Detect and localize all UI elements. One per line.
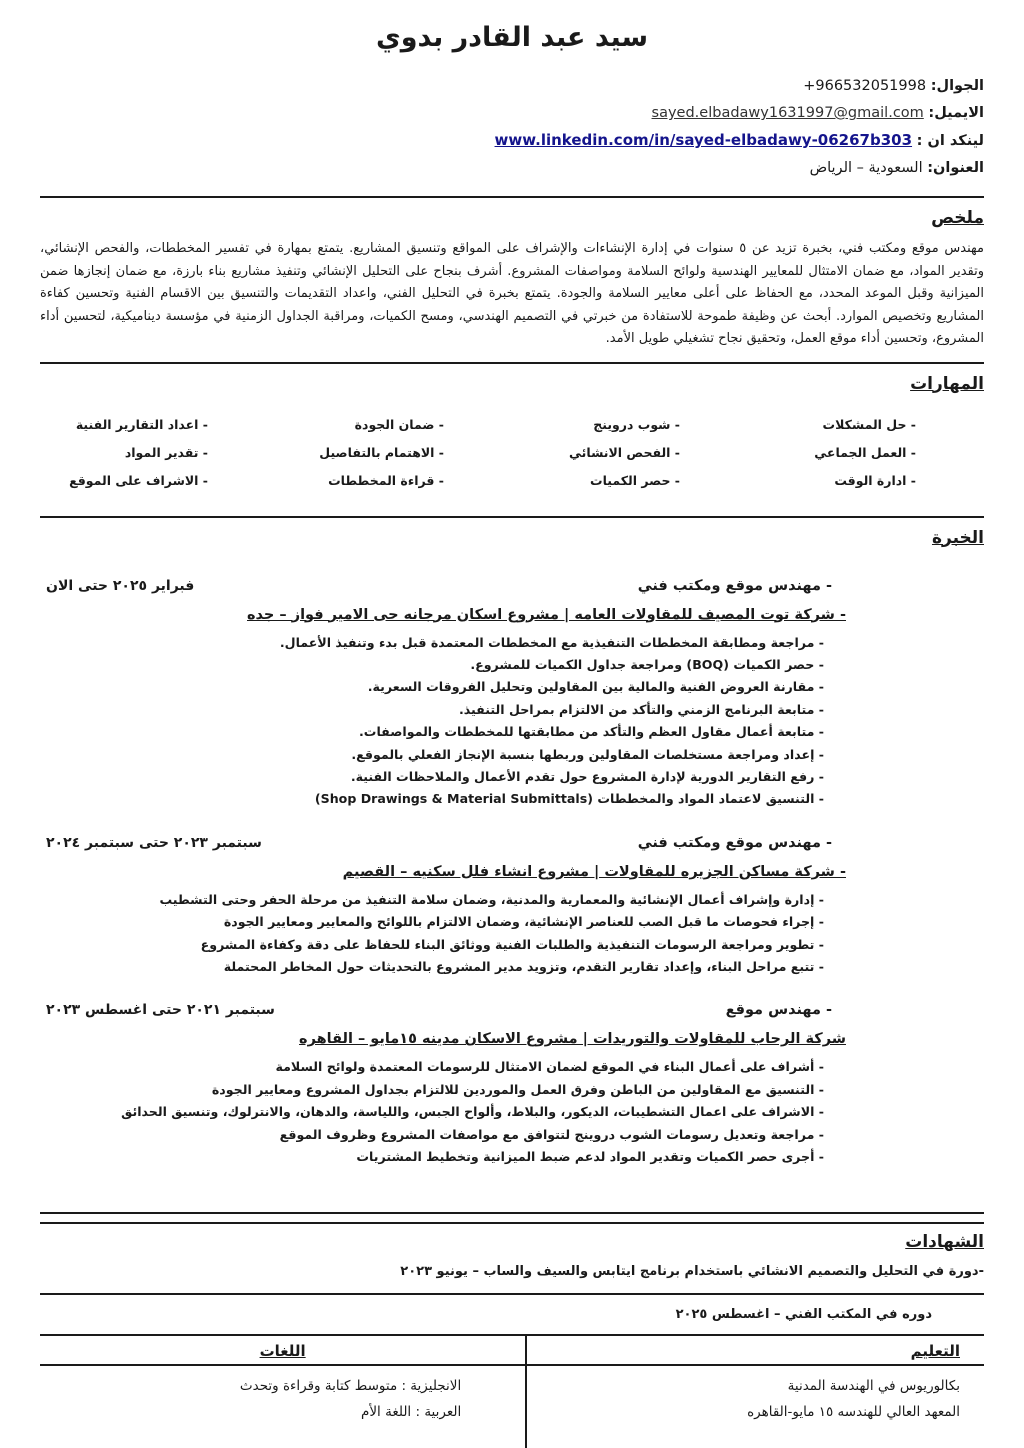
skills-grid [40,414,984,492]
email-link[interactable]: sayed.elbadawy1631997@gmail.com [651,105,924,121]
skill-item: - شوب دروينج [593,416,680,432]
job-bullets [40,1056,984,1168]
job-bullet: - تطوير ومراجعة الرسومات التنفيذية والطلبات الفنية ووثائق البناء للحفاظ على دقة وكفاءة المشروع [200,936,824,952]
job-date: سبتمبر ٢٠٢٣ حتى سبتمبر ٢٠٢٤ [46,834,262,851]
phone-line [40,73,984,100]
job-bullet: - مقارنة العروض الفنية والمالية بين المقاولين وتحليل الفروقات السعرية. [367,679,824,695]
job-company: - شركة مساكن الجزيره للمقاولات | مشروع انشاء فلل سكنيه – القصيم [342,863,846,880]
job-bullet: - متابعة البرنامج الزمني والتأكد من الالتزام بمراحل التنفيذ. [458,701,824,717]
linkedin-line [40,127,984,155]
summary-text: مهندس موقع ومكتب فني، بخبرة تزيد عن ٥ سنوات في إدارة الإنشاءات والإشراف على المواقع وتنسيق المشاريع. يتمتع بمهارة في تفسير المخططات، والفحص الإنشائي، وتقدير المواد، مع ضمان الامتثال للمعايير الهندسية ولوائح السلامة ومواصفات المشروع. أشرف بنجاح على التحليل الإنشائي وتنفيذ مشاريع بناء بارزة، مع ضمان إنجازها ضمن الميزانية وقبل الموعد المحدد، مع الحفاظ على أعلى معايير السلامة والجودة. يتمتع بخبرة في التحليل الفني، واعداد التقديمات والتنسيق بين الاقسام الفنية وتحسين كفاءة المشاريع وتخصيص الموارد. أبحث عن وظيفة طموحة للاستفادة من خبرتي في التصميم الهندسي، ومسح الكميات، ومراقبة الجداول الزمنية في مؤسسة ديناميكية، لتحسين أداء المشروع، وتحسين أداء موقع العمل، وتحقيق نجاح تشغيلي طويل الأمد. [40,241,984,346]
language-item: الانجليزية : متوسط كتابة وقراءة وتحدث [239,1378,462,1394]
job-bullet: - حصر الكميات (BOQ) ومراجعة جداول الكميات للمشروع. [470,656,824,672]
job-bullet: - رفع التقارير الدورية لإدارة المشروع حول تقدم الأعمال والملاحظات الفنية. [350,768,824,784]
divider [40,362,984,364]
skill-item: - الاهتمام بالتفاصيل [319,444,444,460]
job-entry [40,578,984,811]
job-bullet: - إدارة وإشراف أعمال الإنشائية والمعمارية والمدنية، وضمان سلامة التنفيذ من مرحلة الحفر وحتى التشطيب [159,891,824,907]
divider [40,516,984,518]
experience-section-title: الخبرة [931,527,984,548]
job-company: - شركة توت المصيف للمقاولات العامه | مشروع اسكان مرجانه حى الامير فواز – جده [247,606,846,623]
job-bullet: - تتبع مراحل البناء، وإعداد تقارير التقدم، وتزويد مدير المشروع بالتحديثات حول المخاطر المحتملة [223,958,824,974]
linkedin-link[interactable]: www.linkedin.com/in/sayed-elbadawy-06267b303 [494,131,913,149]
address-line [40,155,984,182]
job-role: - مهندس موقع [725,1002,832,1019]
languages-items [40,1366,525,1425]
job-bullet: - أشراف على أعمال البناء في الموقع لضمان الامتثال للرسومات المعتمدة ولوائح السلامة [275,1059,824,1075]
phone-value: +966532051998 [803,78,927,94]
job-bullet: - مراجعة وتعديل رسومات الشوب دروينج لتتوافق مع مواصفات المشروع وظروف الموقع [279,1126,824,1142]
education-title: التعليم [527,1336,984,1366]
skill-item: - حصر الكميات [590,472,680,488]
job-date: سبتمبر ٢٠٢١ حتى اغسطس ٢٠٢٣ [46,1002,275,1019]
job-bullet: - إعداد ومراجعة مستخلصات المقاولين وربطها بنسبة الإنجاز الفعلي بالموقع. [351,746,824,762]
skill-item: - حل المشكلات [822,416,916,432]
page-title: سيد عبد القادر بدوي [375,22,649,53]
skill-item: - العمل الجماعي [814,444,916,460]
job-bullet: - متابعة أعمال مقاول العظم والتأكد من مطابقتها للمخططات والمواصفات. [359,724,824,740]
address-value: السعودية – الرياض [809,160,923,176]
job-bullets [40,632,984,811]
job-bullet: - إجراء فحوصات ما قبل الصب للعناصر الإنشائية، وضمان الالتزام باللوائح والمعايير ومعايير الجودة [223,914,824,930]
job-role: - مهندس موقع ومكتب فني [637,577,832,594]
job-bullet: - أجرى حصر الكميات وتقدير المواد لدعم ضبط الميزانية وتخطيط المشتريات [356,1149,824,1164]
job-company: شركة الرحاب للمقاولات والتوريدات | مشروع الاسكان مدينه ١٥مايو – القاهره [299,1031,846,1048]
languages-title: اللغات [40,1336,525,1366]
education-item: المعهد العالي للهندسه ١٥ مايو-القاهره [747,1404,960,1420]
skill-item: - الفحص الانشائي [569,444,680,460]
skill-item: - قراءة المخططات [328,472,444,488]
education-items [527,1366,984,1425]
skill-item: - ادارة الوقت [834,472,916,488]
job-bullet: - التنسيق لاعتماد المواد والمخططات (Shop Drawings & Material Submittals) [314,791,824,807]
job-bullet: - مراجعة ومطابقة المخططات التنفيذية مع المخططات المعتمدة قبل بدء وتنفيذ الأعمال. [279,634,824,650]
email-line [40,100,984,127]
certificate-item: دوره في المكتب الفني – اغسطس ٢٠٢٥ [675,1307,932,1323]
skill-item: - ضمان الجودة [354,416,444,432]
job-role: - مهندس موقع ومكتب فني [637,834,832,851]
job-entry [40,1002,984,1168]
job-header [40,1002,984,1018]
job-entry [40,835,984,979]
skills-section-title: المهارات [910,373,984,394]
divider [40,196,984,198]
language-item: العربية : اللغة الأم [361,1404,462,1420]
job-header [40,835,984,851]
email-label: الايميل: [928,105,984,121]
job-date: فبراير ٢٠٢٥ حتى الان [46,577,195,594]
job-bullets [40,889,984,979]
languages-section [40,1336,525,1448]
divider [40,1222,984,1224]
job-bullet: - التنسيق مع المقاولين من الباطن وفرق العمل والموردين للالتزام بجداول المشروع ومعايير الجودة [211,1081,824,1097]
job-bullet: - الاشراف على اعمال التشطيبات، الديكور، والبلاط، وألواح الجبس، واللياسة، والدهان، والانترلوك، وتنسيق الحدائق [121,1104,824,1120]
footer-table [40,1334,984,1448]
certificate-item: -دورة في التحليل والتصميم الانشائي باستخدام برنامج ايتابس والسيف والساب – يونيو ٢٠٢٣ [400,1264,984,1280]
phone-label: الجوال: [930,78,984,94]
skill-item: - تقدير المواد [124,444,208,460]
job-header [40,578,984,594]
summary-section-title: ملخص [931,208,984,228]
skill-item: - الاشراف على الموقع [69,472,208,488]
linkedin-label: لينكد ان : [916,133,984,149]
certificates-section-title: الشهادات [905,1232,984,1253]
contact-block [40,73,984,182]
skill-item: - اعداد التقارير الفنية [75,416,208,432]
education-section [525,1336,984,1448]
education-item: بكالوريوس في الهندسة المدنية [787,1378,960,1394]
divider [40,1293,984,1295]
address-label: العنوان: [927,160,984,176]
divider [40,1212,984,1214]
